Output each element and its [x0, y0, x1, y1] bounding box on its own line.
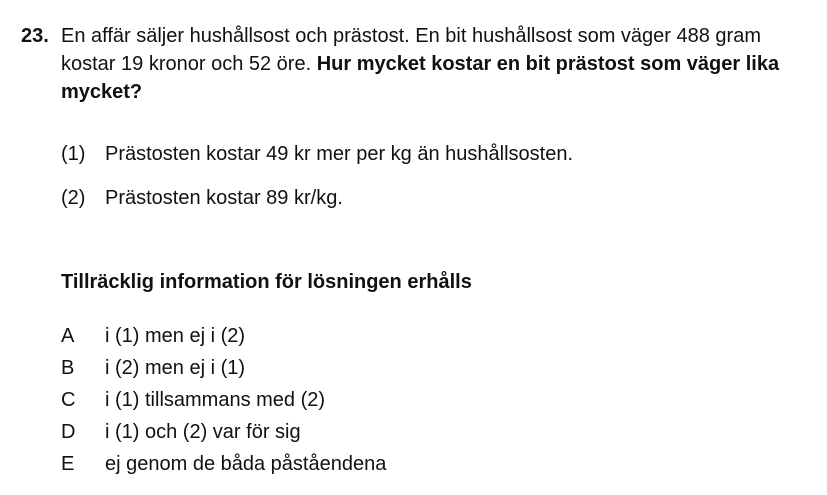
- option-text: i (2) men ej i (1): [105, 357, 246, 379]
- options-heading: Tillräcklig information för lösningen erhålls: [61, 271, 472, 293]
- option-letter: C: [61, 389, 76, 411]
- option-letter: A: [61, 325, 75, 347]
- option-text: i (1) och (2) var för sig: [105, 421, 301, 443]
- option-letter: E: [61, 453, 75, 475]
- option-a: [61, 322, 245, 350]
- statement-number: (1): [61, 143, 86, 165]
- question-text-plain: En affär säljer hushållsost och prästost. En bit hushållsost som väger 488 gram kostar 19 kronor och 52 öre.: [61, 25, 761, 75]
- option-c: [61, 386, 325, 414]
- question-text: [61, 22, 811, 106]
- option-e: [61, 450, 386, 478]
- option-b: [61, 354, 245, 382]
- statement-2: [61, 184, 343, 212]
- statement-text: Prästosten kostar 49 kr mer per kg än hushållsosten.: [105, 143, 574, 165]
- option-d: [61, 418, 301, 446]
- statement-number: (2): [61, 187, 86, 209]
- question-text-bold: Hur mycket kostar en bit prästost som väger lika mycket?: [61, 53, 780, 103]
- option-letter: B: [61, 357, 75, 379]
- option-letter: D: [61, 421, 76, 443]
- question-number: 23.: [21, 25, 49, 47]
- option-text: i (1) men ej i (2): [105, 325, 246, 347]
- option-text: ej genom de båda påståendena: [105, 453, 387, 475]
- statement-text: Prästosten kostar 89 kr/kg.: [105, 187, 343, 209]
- option-text: i (1) tillsammans med (2): [105, 389, 326, 411]
- statement-1: [61, 140, 573, 168]
